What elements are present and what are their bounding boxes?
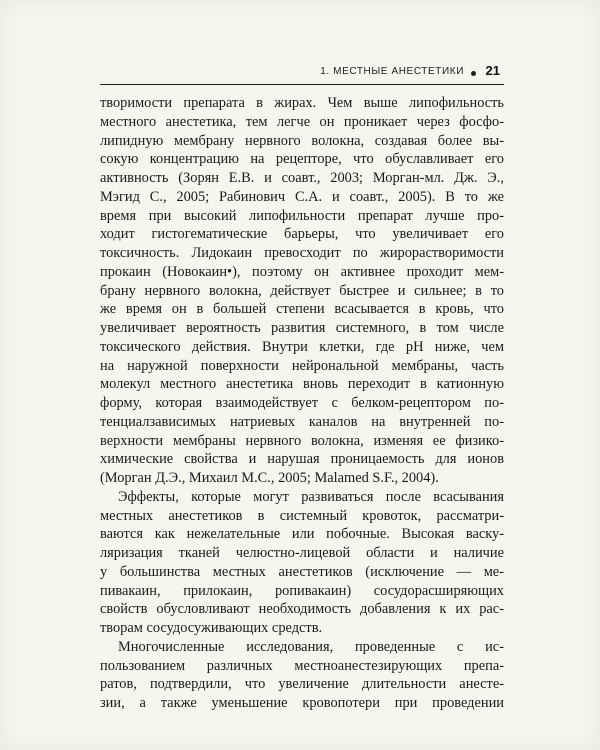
text-line: увеличивает вероятность развития системного, в том числе (100, 320, 504, 336)
text-line: химические свойства и нарушая проницаемость для ионов (100, 451, 504, 468)
text-line: токсичность. Лидокаин превосходит по жирорастворимости (100, 245, 504, 261)
text-line: же время он в большей степени всасывается в кровь, что (100, 301, 504, 318)
text-line: время при высокий липофильности препарат лучше про- (100, 207, 504, 224)
text-line: токсического действия. Внутри клетки, где pH ниже, чем (100, 338, 504, 355)
bullet-separator (471, 71, 476, 76)
text-line: тенциалзависимых натриевых каналов на внутренней по- (100, 413, 504, 430)
text-line: Многочисленные исследования, проведенные с ис- (118, 638, 504, 655)
text-line: сокую концентрацию на рецепторе, что обуславливает его (100, 151, 504, 168)
text-line: свойств обусловливают необходимость добавления к их рас- (100, 601, 504, 618)
text-line: пользованием различных местноанестезирующих препа- (100, 657, 504, 674)
text-line: Эффекты, которые могут развиваться после всасывания (118, 488, 504, 505)
page-number: 21 (485, 63, 500, 78)
chapter-title: 1. МЕСТНЫЕ АНЕСТЕТИКИ (320, 66, 464, 77)
text-line: творам сосудосуживающих средств. (100, 620, 323, 636)
running-header (100, 62, 504, 85)
text-line: брану нервного волокна, действует быстрее и сильнее; в то (100, 282, 504, 299)
text-line: местных анестетиков в системный кровоток, рассматри- (100, 507, 504, 524)
text-line: верхности мембраны нервного волокна, изменяя ее физико- (100, 432, 504, 449)
text-line: творимости препарата в жирах. Чем выше липофильность (100, 95, 504, 111)
body-text (100, 94, 504, 713)
paragraph (100, 638, 504, 713)
paragraph (100, 94, 504, 488)
text-line: (Морган Д.Э., Михаил М.С., 2005; Malamed S.F., 2004). (100, 470, 439, 486)
text-line: ваются как нежелательные или побочные. Высокая васку- (100, 526, 504, 543)
text-line: ходит гистогематические барьеры, что увеличивает его (100, 226, 504, 243)
text-line: липидную мембрану нервного волокна, создавая более вы- (100, 132, 504, 149)
text-line: Мэгид С., 2005; Рабинович С.А. и соавт., 2005). В то же (100, 188, 504, 205)
text-line: на наружной поверхности нейрональной мембраны, часть (100, 357, 504, 374)
text-line: молекул местного анестетика вновь переходит в катионную (100, 376, 504, 393)
text-line: зии, а также уменьшение кровопотери при проведении (100, 695, 504, 711)
text-line: местного анестетика, тем легче он проникает через фосфо- (100, 113, 504, 130)
text-line: ляризация тканей челюстно-лицевой области и наличие (100, 545, 504, 561)
text-line: прокаин (Новокаин•), поэтому он активнее проходит мем- (100, 263, 504, 280)
text-line: форму, которая взаимодействует с белком-рецептором по- (100, 395, 504, 411)
text-line: пивакаин, прилокаин, ропивакаин) сосудорасширяющих (100, 582, 504, 599)
text-line: ратов, подтвердили, что увеличение длительности анесте- (100, 676, 504, 693)
paragraph (100, 488, 504, 638)
text-line: у большинства местных анестетиков (исключение — ме- (100, 563, 504, 580)
text-line: активность (Зорян Е.В. и соавт., 2003; Морган-мл. Дж. Э., (100, 170, 504, 186)
